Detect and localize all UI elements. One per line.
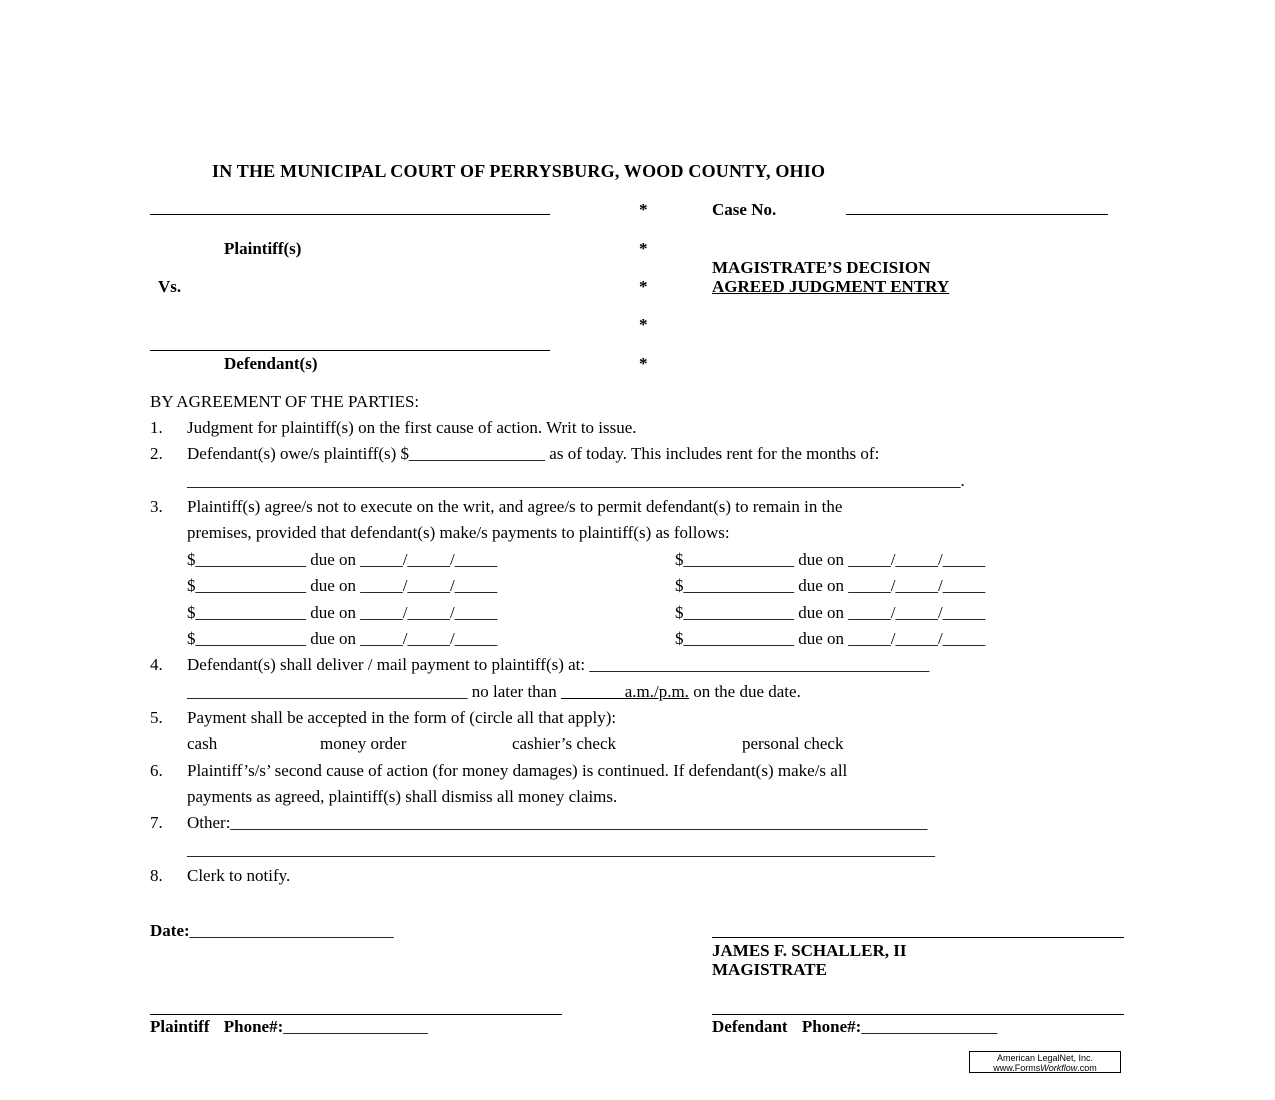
defendant-name-line[interactable] <box>150 350 550 351</box>
caption-star: * <box>639 315 648 334</box>
date-field <box>150 921 394 941</box>
url-prefix: www.Forms <box>993 1063 1041 1073</box>
plaintiff-signature-line[interactable] <box>150 1014 562 1015</box>
plaintiff-label: Plaintiff(s) <box>224 239 302 258</box>
defendant-signature-block <box>712 1017 997 1037</box>
item-1-text: Judgment for plaintiff(s) on the first cause of action. Writ to issue. <box>187 418 637 437</box>
payment-address-blank[interactable]: _________________________________ <box>187 682 468 701</box>
payment-line[interactable]: $_____________ due on _____/_____/_____ <box>675 576 986 595</box>
publisher-stamp <box>969 1051 1121 1073</box>
plaintiff-phone-label: Phone#: <box>223 1017 284 1036</box>
payment-line[interactable]: $_____________ due on _____/_____/_____ <box>187 550 498 569</box>
caption-star: * <box>639 239 648 258</box>
url-suffix: .com <box>1077 1063 1097 1073</box>
due-date-label: on the due date. <box>693 682 801 701</box>
payment-line[interactable]: $_____________ due on _____/_____/_____ <box>187 603 498 622</box>
item-number: 3. <box>150 497 163 516</box>
item-6-text-2: payments as agreed, plaintiff(s) shall dismiss all money claims. <box>187 787 618 806</box>
item-number: 4. <box>150 655 163 674</box>
no-later-than-label: no later than <box>471 682 557 701</box>
item-8-text: Clerk to notify. <box>187 866 291 885</box>
item-number: 6. <box>150 761 163 780</box>
item-2-months-line[interactable]: ___________________________________________________________________________________________. <box>187 471 965 490</box>
item-4 <box>150 655 929 675</box>
plaintiff-phone-blank[interactable]: _________________ <box>283 1017 428 1036</box>
magistrate-title: MAGISTRATE <box>712 960 827 979</box>
defendant-phone-label: Phone#: <box>801 1017 862 1036</box>
defendant-label: Defendant(s) <box>224 354 318 373</box>
option-cashiers-check[interactable]: cashier’s check <box>512 734 616 753</box>
caption-star: * <box>639 200 648 219</box>
publisher-url <box>970 1063 1120 1073</box>
magistrate-name: JAMES F. SCHALLER, II <box>712 941 907 960</box>
decision-title: MAGISTRATE’S DECISION <box>712 258 931 277</box>
time-field[interactable]: a.m./p.m. <box>560 682 689 701</box>
item-number: 7. <box>150 813 163 832</box>
case-no-label: Case No. <box>712 200 777 219</box>
entry-title: AGREED JUDGMENT ENTRY <box>712 277 950 296</box>
payment-line[interactable]: $_____________ due on _____/_____/_____ <box>675 603 986 622</box>
item-7-line[interactable]: ________________________________________________________________________________________ <box>187 840 935 859</box>
item-1 <box>150 418 637 438</box>
item-3 <box>150 497 842 517</box>
item-8 <box>150 866 290 886</box>
option-cash[interactable]: cash <box>187 734 218 753</box>
item-3-text-1: Plaintiff(s) agree/s not to execute on the writ, and agree/s to permit defendant(s) to remain in the <box>187 497 843 516</box>
caption-star: * <box>639 354 648 373</box>
item-number: 5. <box>150 708 163 727</box>
court-title: IN THE MUNICIPAL COURT OF PERRYSBURG, WOOD COUNTY, OHIO <box>212 161 826 181</box>
defendant-phone-blank[interactable]: ________________ <box>861 1017 998 1036</box>
intro-text: BY AGREEMENT OF THE PARTIES: <box>150 392 420 411</box>
item-4-line-2 <box>187 682 801 702</box>
item-number: 1. <box>150 418 163 437</box>
plaintiff-name-line[interactable] <box>150 214 550 215</box>
payment-line[interactable]: $_____________ due on _____/_____/_____ <box>675 550 986 569</box>
payment-line[interactable]: $_____________ due on _____/_____/_____ <box>187 629 498 648</box>
plaintiff-signature-block <box>150 1017 428 1037</box>
date-label: Date: <box>150 921 190 940</box>
item-3-text-2: premises, provided that defendant(s) make/s payments to plaintiff(s) as follows: <box>187 523 730 542</box>
item-6 <box>150 761 847 781</box>
vs-label: Vs. <box>158 277 182 296</box>
option-money-order[interactable]: money order <box>320 734 407 753</box>
item-number: 2. <box>150 444 163 463</box>
item-6-text-1: Plaintiff’s/s’ second cause of action (for money damages) is continued. If defendant(s) make/s all <box>187 761 848 780</box>
url-italic: Workflow <box>1040 1063 1078 1073</box>
item-4-text-1[interactable]: Defendant(s) shall deliver / mail payment to plaintiff(s) at: ________________________________________ <box>187 655 930 674</box>
date-blank[interactable]: ________________________ <box>189 921 394 940</box>
case-no-field[interactable] <box>846 214 1108 215</box>
magistrate-signature-line[interactable] <box>712 937 1124 938</box>
defendant-sign-label: Defendant <box>712 1017 788 1036</box>
item-5 <box>150 708 616 728</box>
caption-star: * <box>639 277 648 296</box>
item-7-text[interactable]: Other:__________________________________________________________________________________ <box>187 813 928 832</box>
item-number: 8. <box>150 866 163 885</box>
payment-line[interactable]: $_____________ due on _____/_____/_____ <box>675 629 986 648</box>
item-5-text: Payment shall be accepted in the form of (circle all that apply): <box>187 708 617 727</box>
payment-line[interactable]: $_____________ due on _____/_____/_____ <box>187 576 498 595</box>
item-2 <box>150 444 879 464</box>
option-personal-check[interactable]: personal check <box>742 734 844 753</box>
defendant-signature-line[interactable] <box>712 1014 1124 1015</box>
publisher-name: American LegalNet, Inc. <box>996 1053 1094 1063</box>
plaintiff-sign-label: Plaintiff <box>150 1017 210 1036</box>
item-2-text[interactable]: Defendant(s) owe/s plaintiff(s) $________________ as of today. This includes rent for the months of: <box>187 444 880 463</box>
item-7 <box>150 813 927 833</box>
